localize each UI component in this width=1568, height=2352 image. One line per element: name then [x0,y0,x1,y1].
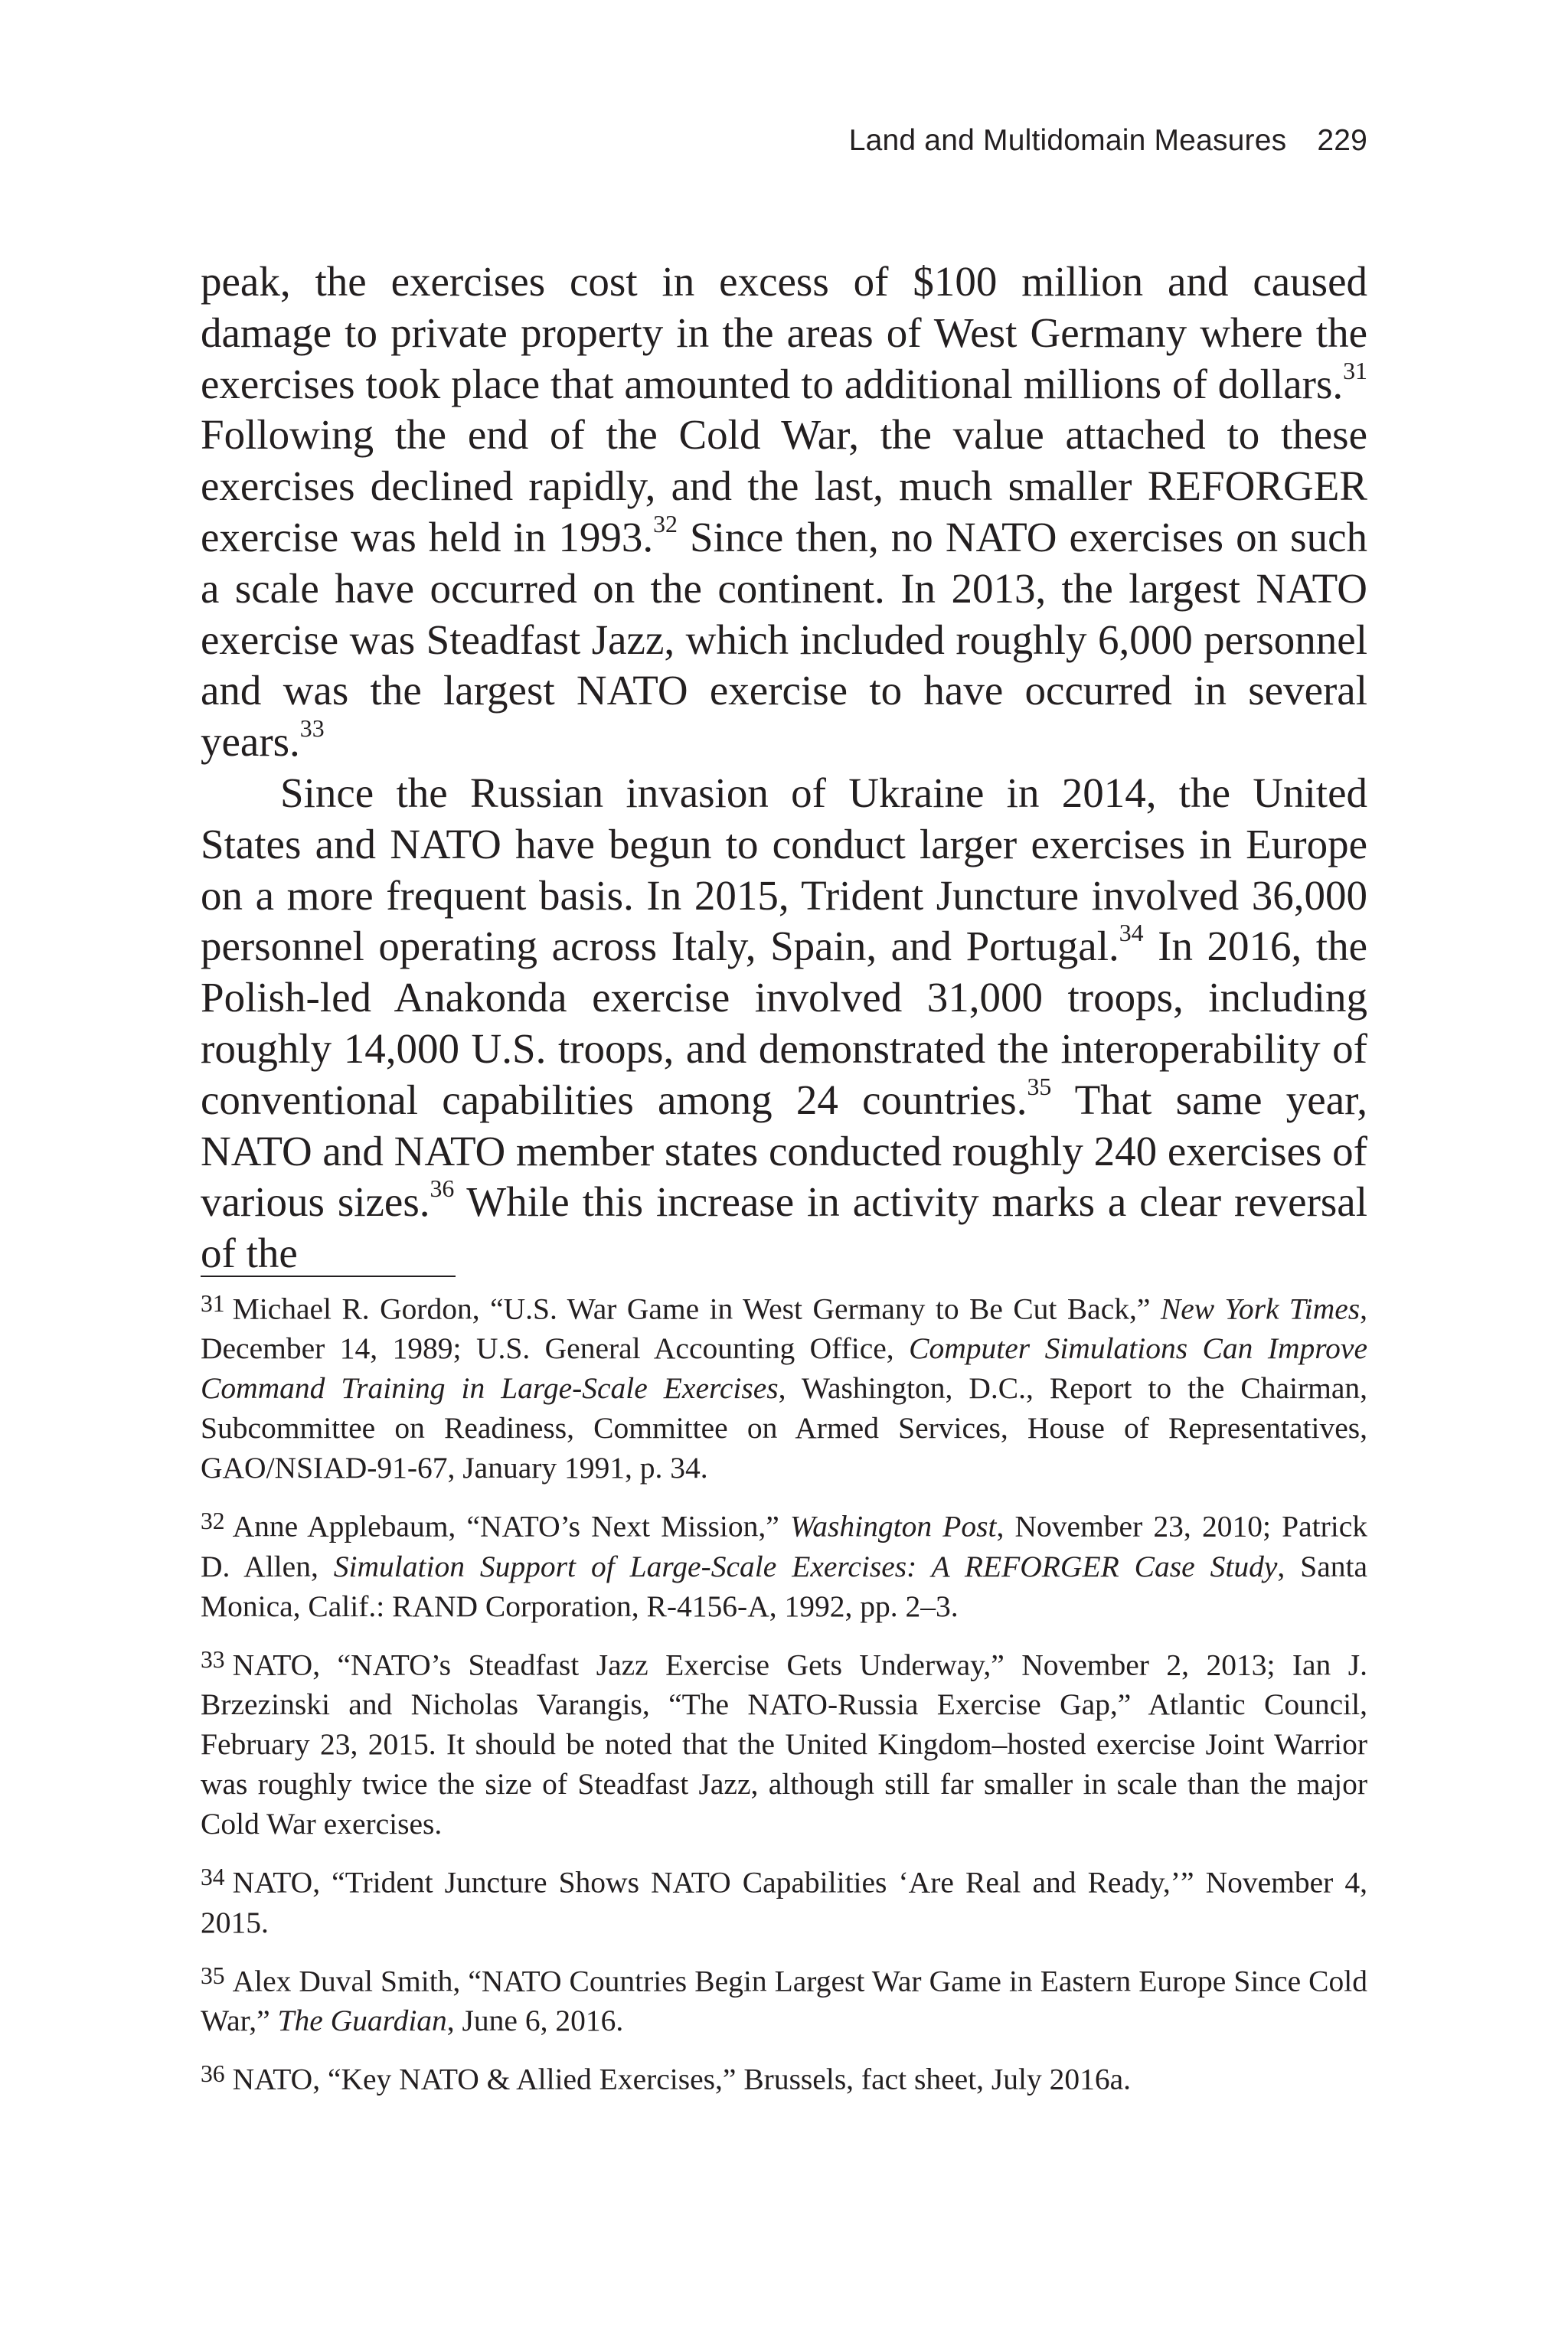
paragraph-text: Since then, no NATO exercises on such a scale have occurred on the continent. In 2013, the largest NATO exercise was Steadfast Jazz, which included roughly 6,000 personnel and was the largest NATO exercise to have occurred in several years. [201,513,1368,766]
paragraph-2 [201,768,1367,1279]
page-number: 229 [1317,124,1367,157]
footnote-36 [201,2054,1367,2099]
footnote-text: Anne Applebaum, “NATO’s Next Mission,” [232,1509,790,1544]
paragraph-1 [201,256,1367,768]
footnote-title: Computer Simulations Can Improve Command Training in Large-Scale Exercises [201,1331,1367,1406]
paragraph-text: peak, the exercises cost in excess of $100 million and caused damage to private property in the areas of West Germany where the exercises took place that amounted to additional millions of dollars. [201,258,1367,407]
paragraph-text: In 2016, the Polish-led Anakonda exercise involved 31,000 troops, including roughly 14,000 U.S. troops, and demonstrated the interoperability of conventional capabilities among 24 countries. [201,923,1367,1123]
footnote-34 [201,1857,1367,1942]
footnote-divider [201,1276,456,1277]
footnote-text: , December 14, 1989; U.S. General Accounting Office, [201,1292,1368,1366]
footnote-text: NATO, “Key NATO & Allied Exercises,” Brussels, fact sheet, July 2016a. [232,2062,1132,2096]
footnote-number: 32 [201,1508,225,1535]
footnote-number: 35 [201,1962,225,1989]
footnote-text: , Santa Monica, Calif.: RAND Corporation, R-4156-A, 1992, pp. 2–3. [201,1549,1367,1623]
footnote-text: , November 23, 2010; Patrick D. Allen, [201,1509,1367,1583]
running-head: Land and Multidomain Measures [848,124,1287,157]
footnote-33 [201,1640,1367,1844]
footnote-text: NATO, “NATO’s Steadfast Jazz Exercise Gets Underway,” November 2, 2013; Ian J. Brzezinski and Nicholas Varangis, “The NATO-Russia Exercise Gap,” Atlantic Council, February 23, 2015. It should be noted that the United Kingdom–hosted exercise Joint Warrior was roughly twice the size of Steadfast Jazz, although still far smaller in scale than the major Cold War exercises. [201,1648,1367,1841]
footnote-title: The Guardian [277,2004,447,2038]
footnote-ref-36: 36 [430,1175,455,1203]
footnote-text: Alex Duval Smith, “NATO Countries Begin Largest War Game in Eastern Europe Since Cold War,” [201,1964,1367,2038]
page-header [849,121,1367,161]
footnote-number: 31 [201,1290,225,1317]
footnote-ref-34: 34 [1119,920,1144,947]
footnote-ref-32: 32 [653,511,678,538]
footnote-text: , June 6, 2016. [446,2004,624,2038]
footnote-31 [201,1284,1367,1488]
footnote-number: 33 [201,1645,225,1673]
footnotes [201,1284,1367,2113]
footnote-text: , Washington, D.C., Report to the Chairman, Subcommittee on Readiness, Committee on Armed Services, House of Representatives, GAO/NSIAD-91-67, January 1991, p. 34. [201,1371,1367,1485]
footnote-number: 34 [201,1864,225,1891]
footnote-32 [201,1501,1367,1625]
paragraph-text: Following the end of the Cold War, the value attached to these exercises declined rapidly, and the last, much smaller REFORGER exercise was held in 1993. [201,411,1367,560]
footnote-ref-33: 33 [299,715,325,743]
footnote-title: Simulation Support of Large-Scale Exercises: A REFORGER Case Study [333,1549,1278,1583]
footnote-ref-35: 35 [1027,1073,1052,1100]
paragraph-text: That same year, NATO and NATO member states conducted roughly 240 exercises of various sizes. [201,1076,1367,1226]
paragraph-text: While this increase in activity marks a clear reversal of the [201,1178,1367,1277]
footnote-text: Michael R. Gordon, “U.S. War Game in West Germany to Be Cut Back,” [232,1292,1161,1326]
footnote-title: New York Times [1160,1292,1361,1326]
paragraph-text: Since the Russian invasion of Ukraine in 2014, the United States and NATO have begun to conduct larger exercises in Europe on a more frequent basis. In 2015, Trident Juncture involved 36,000 personnel operating across Italy, Spain, and Portugal. [201,769,1367,970]
footnote-number: 36 [201,2060,225,2088]
footnote-ref-31: 31 [1343,357,1367,384]
footnote-text: NATO, “Trident Juncture Shows NATO Capabilities ‘Are Real and Ready,’” November 4, 2015. [201,1865,1367,1939]
footnote-title: Washington Post [789,1509,997,1544]
footnote-35 [201,1956,1367,2040]
body-text [201,256,1367,1279]
